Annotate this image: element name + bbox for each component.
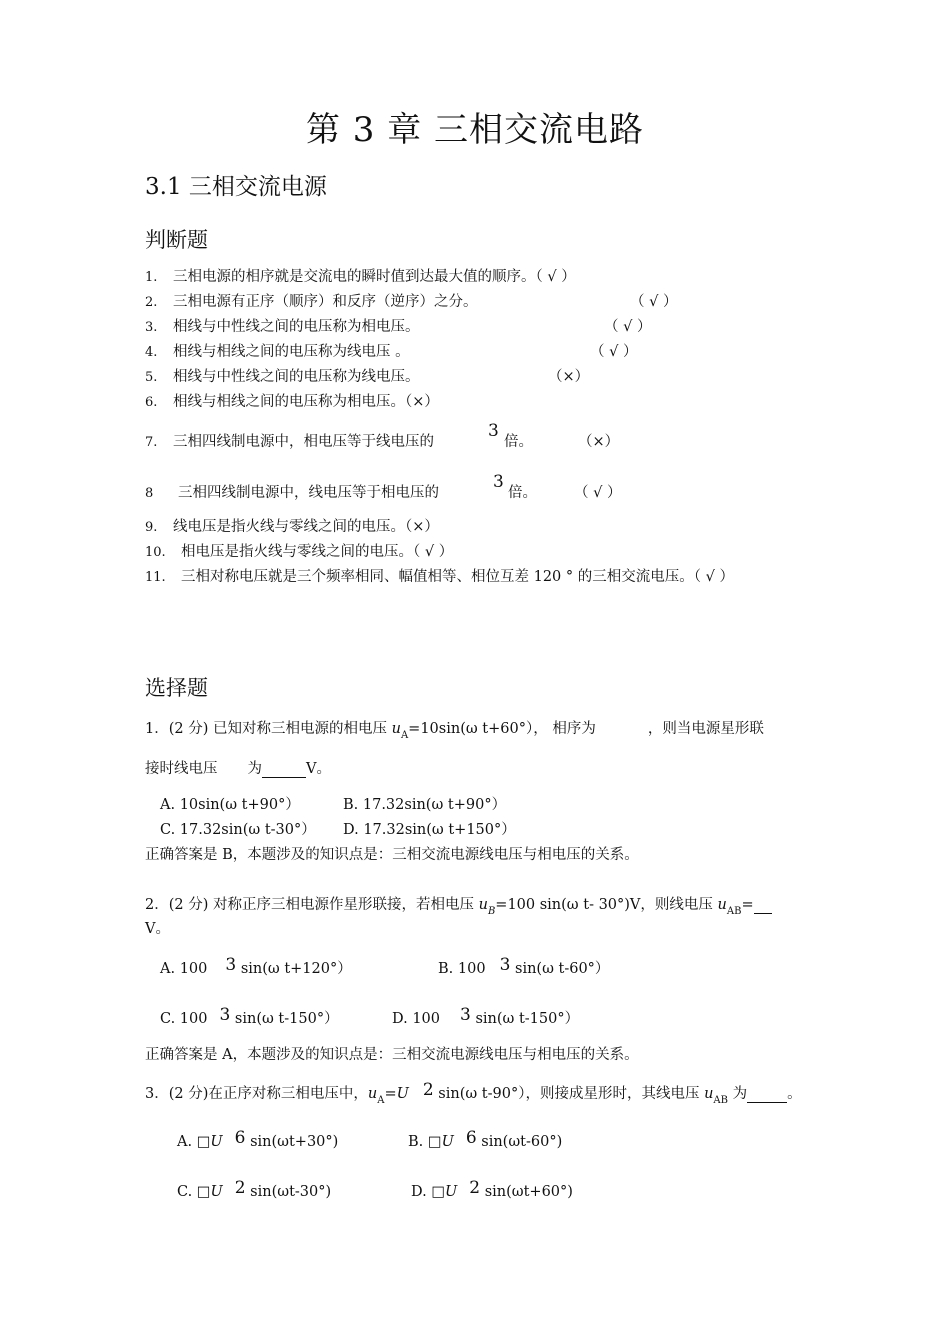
question-2: 2．(2 分) 对称正序三相电源作星形联接，若相电压 $u_B=100$ sin(ω t- 30°)V，则线电压 $u_{AB}=$ bbox=[145, 893, 772, 914]
tf-mark: （×） bbox=[578, 434, 620, 450]
missing-glyph-icon: □ bbox=[431, 1184, 446, 1200]
tf-after: 倍。 bbox=[508, 485, 537, 501]
option-d[interactable]: D. 17.32sin(ω t+150°） bbox=[343, 822, 516, 838]
option-a[interactable]: A. □U 6 sin(ωt+30°) bbox=[177, 1128, 339, 1150]
tf-item: 11. 三相对称电压就是三个频率相同、幅值相等、相位互差 120 ° 的三相交流电压。（ √ ） bbox=[145, 569, 734, 585]
option-c[interactable]: C. □U 2 sin(ωt-30°) bbox=[177, 1178, 332, 1200]
tf-item: 3. 相线与中性线之间的电压称为相电压。 bbox=[145, 319, 420, 335]
mc-heading: 选择题 bbox=[145, 676, 208, 700]
option-c[interactable]: C. 100 3 sin(ω t-150°） bbox=[160, 1005, 339, 1027]
missing-glyph-icon: □ bbox=[196, 1184, 211, 1200]
tf-item: 6. 相线与相线之间的电压称为相电压。（×） bbox=[145, 394, 439, 410]
tf-item: 10. 相电压是指火线与零线之间的电压。（ √ ） bbox=[145, 544, 454, 560]
question-1: 1．(2 分) 已知对称三相电源的相电压 $u_A=10\sin(\omega$ t+60°）， 相序为 ，则当电源星形联 bbox=[145, 721, 764, 741]
option-b[interactable]: B. 100 3 sin(ω t-60°） bbox=[438, 955, 610, 977]
question-2-line2: V。 bbox=[145, 921, 170, 937]
answer-text: 正确答案是 B，本题涉及的知识点是：三相交流电源线电压与相电压的关系。 bbox=[145, 847, 639, 863]
tf-mark: （×） bbox=[548, 369, 590, 385]
tf-item: 4. 相线与相线之间的电压称为线电压 。 bbox=[145, 344, 410, 360]
chapter-title: 第 3 章 三相交流电路 bbox=[305, 110, 645, 150]
option-d[interactable]: D. 100 3 sin(ω t-150°） bbox=[392, 1005, 580, 1027]
tf-item: 5. 相线与中性线之间的电压称为线电压。 bbox=[145, 369, 420, 385]
option-b[interactable]: B. 17.32sin(ω t+90°） bbox=[343, 797, 507, 813]
tf-mark: （ √ ） bbox=[574, 485, 622, 501]
option-a[interactable]: A. 10sin(ω t+90°） bbox=[160, 797, 300, 813]
sqrt-value: 3 bbox=[488, 421, 499, 441]
tf-item: 1. 三相电源的相序就是交流电的瞬时值到达最大值的顺序。（ √ ） bbox=[145, 269, 576, 285]
tf-item: 2. 三相电源有正序（顺序）和反序（逆序）之分。 bbox=[145, 294, 478, 310]
tf-after: 倍。 bbox=[504, 434, 533, 450]
option-a[interactable]: A. 100 3 sin(ω t+120°） bbox=[160, 955, 352, 977]
tf-mark: （ √ ） bbox=[604, 319, 652, 335]
option-b[interactable]: B. □U 6 sin(ωt-60°) bbox=[408, 1128, 563, 1150]
sqrt-value: 3 bbox=[493, 472, 504, 492]
section-title: 3.1 三相交流电源 bbox=[145, 174, 327, 200]
tf-mark: （ √ ） bbox=[630, 294, 678, 310]
tf-item: 7. 三相四线制电源中，相电压等于线电压的 bbox=[145, 434, 434, 450]
option-c[interactable]: C. 17.32sin(ω t-30°） bbox=[160, 822, 316, 838]
tf-mark: （ √ ） bbox=[590, 344, 638, 360]
missing-glyph-icon: □ bbox=[196, 1134, 211, 1150]
missing-glyph-icon: □ bbox=[427, 1134, 442, 1150]
tf-item: 9. 线电压是指火线与零线之间的电压。（×） bbox=[145, 519, 439, 535]
question-1-line2: 接时线电压 为 V。 bbox=[145, 761, 331, 777]
option-d[interactable]: D. □U 2 sin(ωt+60°) bbox=[411, 1178, 573, 1200]
tf-item: 8 三相四线制电源中，线电压等于相电压的 bbox=[145, 485, 439, 501]
answer-text: 正确答案是 A，本题涉及的知识点是：三相交流电源线电压与相电压的关系。 bbox=[145, 1047, 639, 1063]
question-3: 3．(2 分)在正序对称三相电压中，$u_A=U$ 2 sin(ω t-90°），则接成星形时，其线电压 $u_{AB}$ 为 。 bbox=[145, 1080, 802, 1106]
tf-heading: 判断题 bbox=[145, 228, 208, 252]
